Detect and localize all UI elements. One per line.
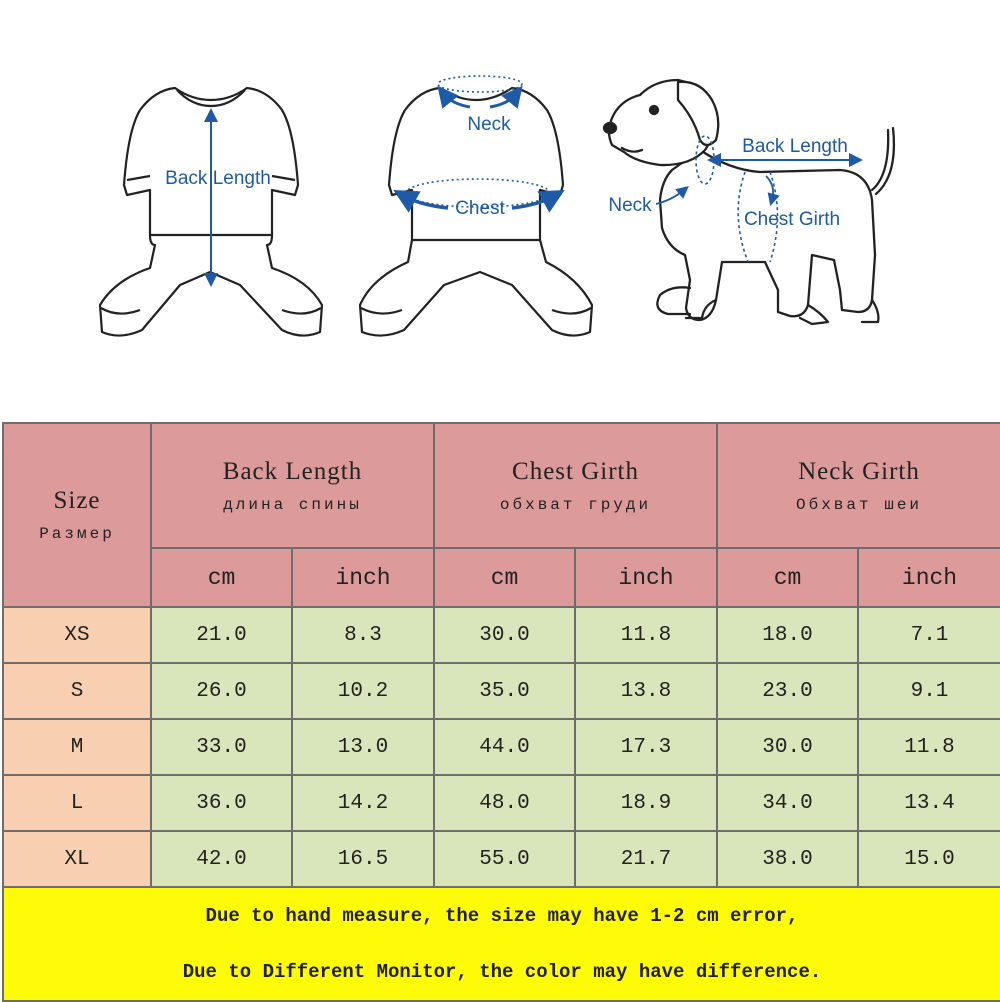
value-cell: 16.5 bbox=[292, 831, 434, 887]
neck-girth-header bbox=[717, 423, 1000, 548]
size-cell: M bbox=[3, 719, 151, 775]
value-cell: 13.8 bbox=[575, 663, 717, 719]
chest-girth-header bbox=[434, 423, 717, 548]
unit-header: cm bbox=[434, 548, 575, 607]
value-cell: 33.0 bbox=[151, 719, 292, 775]
value-cell: 11.8 bbox=[575, 607, 717, 663]
value-cell: 35.0 bbox=[434, 663, 575, 719]
size-header-cell bbox=[3, 423, 151, 607]
value-cell: 44.0 bbox=[434, 719, 575, 775]
size-cell: L bbox=[3, 775, 151, 831]
size-cell: S bbox=[3, 663, 151, 719]
value-cell: 14.2 bbox=[292, 775, 434, 831]
value-cell: 38.0 bbox=[717, 831, 858, 887]
unit-header: cm bbox=[717, 548, 858, 607]
value-cell: 18.0 bbox=[717, 607, 858, 663]
unit-header-row bbox=[3, 548, 1000, 607]
value-cell: 11.8 bbox=[858, 719, 1000, 775]
table-row bbox=[3, 607, 1000, 663]
size-chart-table bbox=[2, 422, 1000, 1002]
value-cell: 21.0 bbox=[151, 607, 292, 663]
chest-girth-header-ru: обхват груди bbox=[499, 495, 652, 514]
unit-header: inch bbox=[292, 548, 434, 607]
back-length-header bbox=[151, 423, 434, 548]
table-row bbox=[3, 831, 1000, 887]
value-cell: 30.0 bbox=[717, 719, 858, 775]
table-row bbox=[3, 719, 1000, 775]
note-monitor-color: Due to Different Monitor, the color may have difference. bbox=[182, 961, 822, 983]
value-cell: 8.3 bbox=[292, 607, 434, 663]
unit-header: cm bbox=[151, 548, 292, 607]
back-length-header-en: Back Length bbox=[222, 457, 363, 485]
notes-cell bbox=[3, 887, 1000, 1001]
table-header-row bbox=[3, 423, 1000, 548]
size-header-en: Size bbox=[53, 487, 101, 514]
unit-header: inch bbox=[575, 548, 717, 607]
size-cell: XS bbox=[3, 607, 151, 663]
value-cell: 13.0 bbox=[292, 719, 434, 775]
value-cell: 36.0 bbox=[151, 775, 292, 831]
value-cell: 7.1 bbox=[858, 607, 1000, 663]
table-row bbox=[3, 663, 1000, 719]
neck-girth-header-ru: Обхват шеи bbox=[796, 495, 923, 514]
value-cell: 34.0 bbox=[717, 775, 858, 831]
size-cell: XL bbox=[3, 831, 151, 887]
dog-chest-girth-label: Chest Girth bbox=[743, 209, 841, 230]
measurement-illustration bbox=[0, 0, 1000, 420]
size-header-ru: Размер bbox=[39, 525, 115, 543]
neck-girth-header-en: Neck Girth bbox=[798, 457, 920, 485]
chest-girth-header-en: Chest Girth bbox=[512, 457, 639, 485]
dog-neck-label: Neck bbox=[608, 195, 652, 216]
value-cell: 42.0 bbox=[151, 831, 292, 887]
value-cell: 18.9 bbox=[575, 775, 717, 831]
back-length-header-ru: длина спины bbox=[223, 495, 362, 514]
value-cell: 23.0 bbox=[717, 663, 858, 719]
chest-label: Chest bbox=[455, 198, 505, 219]
value-cell: 21.7 bbox=[575, 831, 717, 887]
value-cell: 9.1 bbox=[858, 663, 1000, 719]
value-cell: 10.2 bbox=[292, 663, 434, 719]
value-cell: 17.3 bbox=[575, 719, 717, 775]
table-row bbox=[3, 775, 1000, 831]
value-cell: 26.0 bbox=[151, 663, 292, 719]
note-hand-measure: Due to hand measure, the size may have 1-2 cm error, bbox=[205, 905, 799, 927]
value-cell: 30.0 bbox=[434, 607, 575, 663]
front-back-length-label: Back Length bbox=[165, 168, 271, 189]
value-cell: 48.0 bbox=[434, 775, 575, 831]
notes-row bbox=[3, 887, 1000, 1001]
dog-back-length-label: Back Length bbox=[742, 136, 848, 157]
unit-header: inch bbox=[858, 548, 1000, 607]
value-cell: 15.0 bbox=[858, 831, 1000, 887]
neck-label: Neck bbox=[467, 114, 511, 135]
value-cell: 55.0 bbox=[434, 831, 575, 887]
value-cell: 13.4 bbox=[858, 775, 1000, 831]
